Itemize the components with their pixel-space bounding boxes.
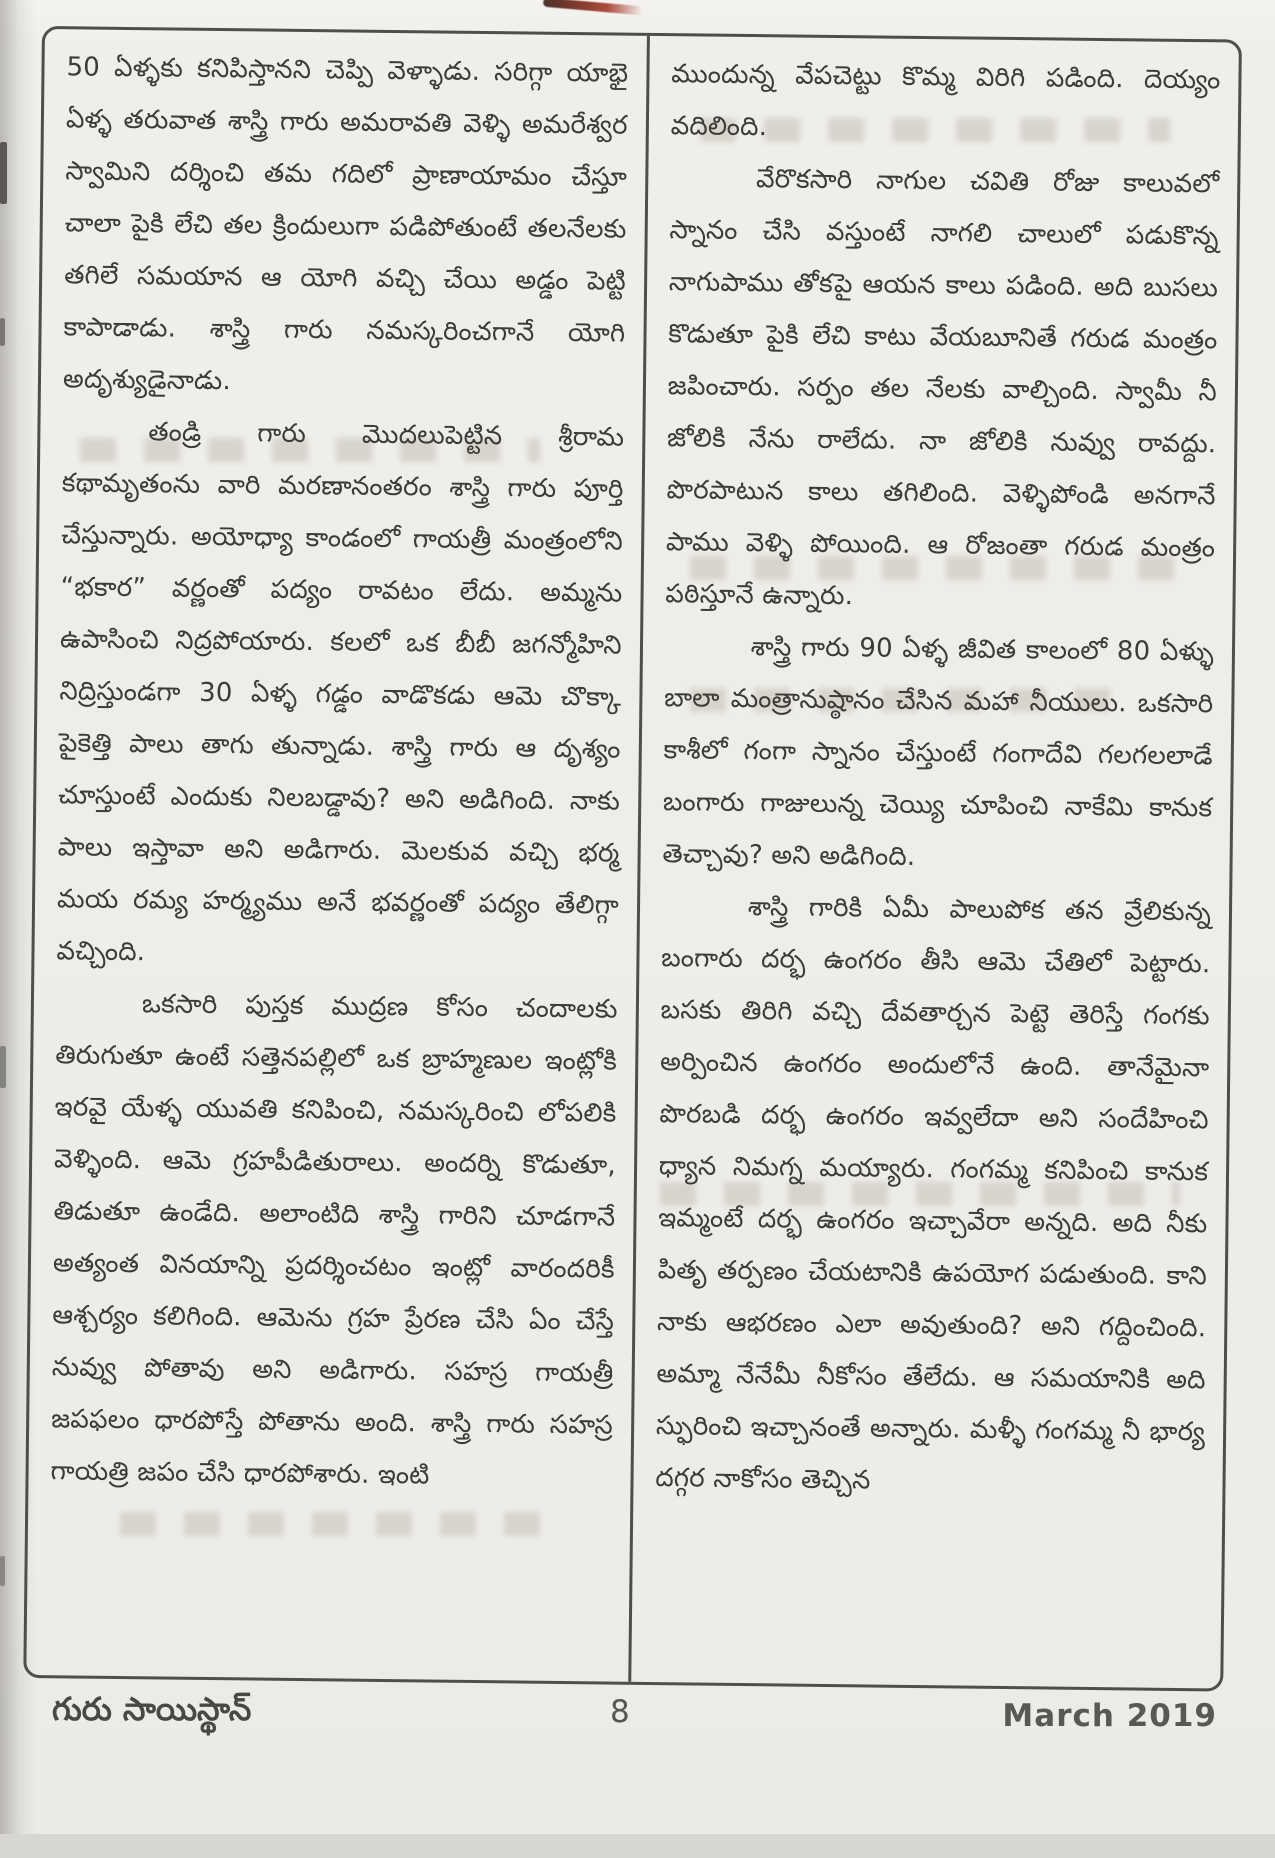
content-frame <box>23 26 1242 1692</box>
paragraph: శాస్త్రి గారు 90 ఏళ్ళ జీవిత కాలంలో 80 ఏళ్ళు బాలా మంత్రానుష్ఠానం చేసిన మహా నీయులు. ఒకసారి కాశీలో గంగా స్నానం చేస్తుంటే గంగాదేవి గలగలలాడే బంగారు గాజులున్న చెయ్యి చూపించి నాకేమి కానుక తెచ్చావు? అని అడిగింది. <box>662 632 1215 872</box>
footer <box>0 1688 1275 1752</box>
scan-artifact-mark <box>0 318 5 346</box>
right-column <box>631 36 1239 1689</box>
footer-magazine-title: గురు సాయిస్థాన్ <box>52 1690 252 1728</box>
scan-artifact-mark <box>0 1556 5 1586</box>
footer-page-number: 8 <box>610 1694 630 1730</box>
paragraph: ఒకసారి పుస్తక ముద్రణ కోసం చందాలకు తిరుగుతూ ఉంటే సత్తెనపల్లిలో ఒక బ్రాహ్మణుల ఇంట్లోకి ఇరవై యేళ్ళ యువతి కనిపించి, నమస్కరించి లోపలికి వెళ్ళింది. ఆమె గ్రహపీడితురాలు. అందర్ని కొడుతూ, తిడుతూ ఉండేది. అలాంటిది శాస్త్రి గారిని చూడగానే అత్యంత వినయాన్ని ప్రదర్శించటం ఇంట్లో వారందరికీ ఆశ్చర్యం కలిగింది. ఆమెను గ్రహ ప్రేరణ చేసి ఏం చేస్తే నువ్వు పోతావు అని అడిగారు. సహస్ర గాయత్రీ జపఫలం ధారపోస్తే పోతాను అంది. శాస్త్రి గారు సహస్ర గాయత్రి జపం చేసి ధారపోశారు. ఇంటి <box>50 989 618 1491</box>
paragraph: తండ్రి గారు మొదలుపెట్టిన శ్రీరామ కథామృతంను వారి మరణానంతరం శాస్త్రి గారు పూర్తి చేస్తున్నారు. అయోధ్యా కాండంలో గాయత్రీ మంత్రంలోని “భకార” వర్ణంతో పద్యం రావటం లేదు. అమ్మను ఉపాసించి నిద్రపోయారు. కలలో ఒక బీబీ జగన్మోహిని నిద్రిస్తుండగా 30 ఏళ్ళ గడ్డం వాడొకడు ఆమె చొక్కా పైకెత్తి పాలు తాగు తున్నాడు. శాస్త్రి గారు ఆ దృశ్యం చూస్తుంటే ఎందుకు నిలబడ్డావు? అని అడిగింది. నాకు పాలు ఇస్తావా అని అడిగారు. మెలకువ వచ్చి భర్మ మయ రమ్య హర్మ్యము అనే భవర్ణంతో పద్యం తేలిగ్గా వచ్చింది. <box>56 417 625 968</box>
paragraph: వేరొకసారి నాగుల చవితి రోజు కాలువలో స్నానం చేసి వస్తుంటే నాగలి చాలులో పడుకొన్న నాగుపాము తోకపై ఆయన కాలు పడింది. అది బుసలు కొడుతూ పైకి లేచి కాటు వేయబూనితే గరుడ మంత్రం జపించారు. సర్పం తల నేలకు వాల్చింది. స్వామీ నీ జోలికి నేను రాలేదు. నా జోలికి నువ్వు రావద్దు. పొరపాటున కాలు తగిలింది. వెళ్ళిపోండి అనగానే పాము వెళ్ళి పోయింది. ఆ రోజంతా గరుడ మంత్రం పఠిస్తూనే ఉన్నారు. <box>665 164 1220 612</box>
scan-artifact-mark <box>0 1046 6 1088</box>
footer-issue-date: March 2019 <box>1002 1698 1217 1734</box>
left-column <box>26 29 646 1682</box>
paragraph: శాస్త్రి గారికి ఏమీ పాలుపోక తన వ్రేలికున్న బంగారు దర్భ ఉంగరం తీసి ఆమె చేతిలో పెట్టారు. బసకు తిరిగి వచ్చి దేవతార్చన పెట్టె తెరిస్తే గంగకు అర్పించిన ఉంగరం అందులోనే ఉంది. తానేమైనా పొరబడి దర్భ ఉంగరం ఇవ్వలేదా అని సందేహించి ధ్యాన నిమగ్న మయ్యారు. గంగమ్మ కనిపించి కానుక ఇమ్మంటే దర్భ ఉంగరం ఇచ్చావేరా అన్నది. అది నీకు పితృ తర్పణం చేయటానికి ఉపయోగ పడుతుంది. కాని నాకు ఆభరణం ఎలా అవుతుంది? అని గద్దించింది. అమ్మా నేనేమీ నీకోసం తేలేదు. ఆ సమయానికి అది స్ఫురించి ఇచ్చానంతే అన్నారు. మళ్ళీ గంగమ్మ నీ భార్య దగ్గర నాకోసం తెచ్చిన <box>655 892 1212 1496</box>
scan-artifact-red-scratch <box>543 0 643 15</box>
paragraph: 50 ఏళ్ళకు కనిపిస్తానని చెప్పి వెళ్ళాడు. సరిగ్గా యాభై ఏళ్ళ తరువాత శాస్త్రి గారు అమరావతి వెళ్ళి అమరేశ్వర స్వామిని దర్శించి తమ గదిలో ప్రాణాయామం చేస్తూ చాలా పైకి లేచి తల క్రిందులుగా పడిపోతుంటే తలనేలకు తగిలే సమయాన ఆ యోగి వచ్చి చేయి అడ్డం పెట్టి కాపాడాడు. శాస్త్రి గారు నమస్కరించగానే యోగి అదృశ్యుడైనాడు. <box>62 52 629 397</box>
scan-artifact-mark <box>0 142 7 204</box>
paragraph: ముందున్న వేపచెట్టు కొమ్మ విరిగి పడింది. దెయ్యం వదిలింది. <box>670 59 1221 143</box>
